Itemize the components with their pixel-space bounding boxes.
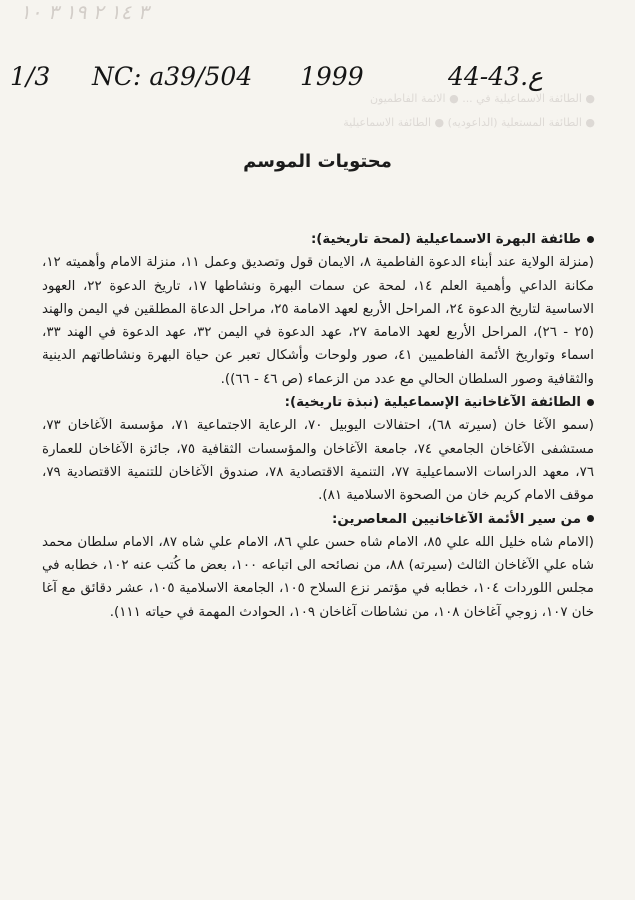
bleed-through-line: ● الطائفة المستعلية (الداعوديه) ● الطائفة الاسماعيلية	[343, 116, 595, 129]
section-heading: الطائفة الآغاخانية الإسماعيلية (نبذة تاريخية):	[42, 391, 594, 414]
page-title: محتويات الموسم	[243, 151, 392, 172]
section-body: (منزلة الولاية عند أبناء الدعوة الفاطمية ٨، الايمان قول وتصديق وعمل ١١، منزلة الامام وأهميته ١٢، مكانة الداعي وأهمية العلم ١٤، لمحة عن سمات البهرة ونشاطها ١٧، تاريخ الدعوة ٢٢، العهود الاساسية لتاريخ الدعوة ٢٤، المراحل الأربع لعهد الامامة ٢٥، مراحل الدعاة المطلقين في اليمن والهند (٢٥ - ٢٦)، المراحل الأربع لعهد الامامة ٢٧، عهد الدعوة في اليمن ٣٢، عهد الدعوة في الهند ٣٣، اسماء وتواريخ الأئمة الفاطميين ٤١، صور ولوحات وأشكال تعبر عن حياة البهرة ونشاطاتهم الدينية والثقافية وصور السلطان الحالي مع عدد من الزعماء (ص ٤٦ - ٦٦)).	[42, 255, 594, 387]
bullet-icon	[587, 399, 594, 406]
section-heading: من سير الأئمة الآغاخانيين المعاصرين:	[42, 508, 594, 531]
faint-top-scrawl: ٣ ١٤ ٢ ١٩ ٣ ١٠	[20, 0, 149, 24]
bullet-icon	[587, 236, 594, 243]
handwritten-call-number: NC: a39/504	[92, 62, 253, 91]
section-body: (الامام شاه خليل الله علي ٨٥، الامام شاه حسن علي ٨٦، الامام علي شاه ٨٧، الامام سلطان محمد شاه علي الآغاخان الثالث (سيرته) ٨٨، من نصائحه الى اتباعه ١٠٠، بعض ما كُتب عنه ١٠٢، خطابه في مجلس اللوردات ١٠٤، خطابه في مؤتمر نزع السلاح ١٠٥، الجامعة الاسلامية ١٠٥، عشر دقائق مع آغا خان ١٠٧، زوجي آغاخان ١٠٨، من نشاطات آغاخان ١٠٩، الحوادث المهمة في حياته ١١١).	[42, 534, 594, 620]
handwritten-catalog-line	[0, 62, 635, 102]
handwritten-code: 44-43.ع	[448, 62, 543, 91]
contents-body	[42, 228, 594, 624]
handwritten-year: 1999	[300, 62, 364, 91]
handwritten-page-number: 1/3	[10, 62, 51, 91]
section-body: (سمو الآغا خان (سيرته ٦٨)، احتفالات اليوبيل ٧٠، الرعاية الاجتماعية ٧١، مؤسسة الآغاخان ٧٣، مستشفى الآغاخان الجامعي ٧٤، جامعة الآغاخان والمؤسسات الثقافية ٧٥، جائزة الآغاخان للعمارة ٧٦، معهد الدراسات الاسماعيلية ٧٧، التنمية الاقتصادية ٧٨، صندوق الآغاخان للتنمية الاقتصادية ٧٩، موقف الامام كريم خان من الصحوة الاسلامية ٨١).	[42, 418, 595, 504]
bullet-icon	[587, 515, 594, 522]
bleed-through-line: ● الطائفة الاسماعيلية في ... ● الائمة الفاطميون	[369, 92, 595, 105]
section-heading: طائفة البهرة الاسماعيلية (لمحة تاريخية):	[42, 228, 594, 251]
